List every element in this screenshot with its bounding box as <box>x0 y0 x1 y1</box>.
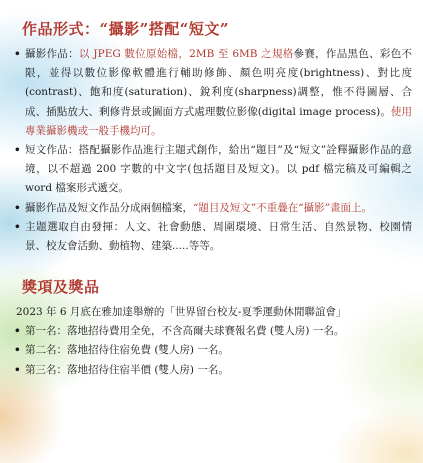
camera-note-highlight: 使用專業攝影機或一般手機均可。 <box>25 105 413 137</box>
essay-description: 短文作品：搭配攝影作品進行主題式創作，給出“題目”及“短文”詮釋攝影作品的意境，以不超過 200 字數的中文字(包括題目及短文)。以 pdf 檔完稿及可編輯之 word 檔案形式遞交。 <box>25 144 412 195</box>
prize-list <box>14 322 412 380</box>
prize-item-third: • 第三名：落地招待住宿半價 (雙人房) 一名。 <box>14 361 412 380</box>
list-item-photo <box>14 45 412 141</box>
section-heading-prizes: 獎項及獎品 <box>22 278 100 297</box>
prize-item-second: • 第二名：落地招待住宿免費 (雙人房) 一名。 <box>14 341 412 360</box>
section-heading-format: 作品形式：“攝影”搭配“短文” <box>22 20 230 38</box>
prizes-intro: 2023 年 6 月底在雅加達舉辦的「世界留台校友-夏季運動休閒聯誼會」 <box>16 306 347 319</box>
list-item-theme <box>14 218 412 256</box>
prize-item-first: • 第一名：落地招待費用全免，不含高爾夫球賽報名費 (雙人房) 一名。 <box>14 322 412 341</box>
theme-description: 主題選取自由發揮：人文、社會動態、周圍環境、日常生活、自然景物、校園情景、校友會活動、動植物、建築.....等等。 <box>25 220 412 253</box>
list-item-essay <box>14 141 412 199</box>
photo-spec-highlight: 以 JPEG 數位原始檔，2MB 至 6MB 之規格 <box>78 48 294 60</box>
no-overlap-highlight: “題目及短文”不重疊在“攝影”畫面上。 <box>193 201 372 214</box>
format-list <box>14 45 412 256</box>
document-body <box>14 18 412 380</box>
photo-prefix: 攝影作品： <box>25 48 79 60</box>
files-description: 攝影作品及短文作品分成兩個檔案， <box>25 201 193 214</box>
list-item-files <box>14 199 412 218</box>
photo-description: 參賽，作品黑色、彩色不限，並得以數位影像軟體進行輔助修飾、顏色明亮度(brightness)、對比度(contrast)、飽和度(saturation)、銳利度(sharpness)調整，惟不得圖層、合成、插點放大、剩修背景或圖面方式處理數位影像(digital image process)。 <box>25 48 413 118</box>
